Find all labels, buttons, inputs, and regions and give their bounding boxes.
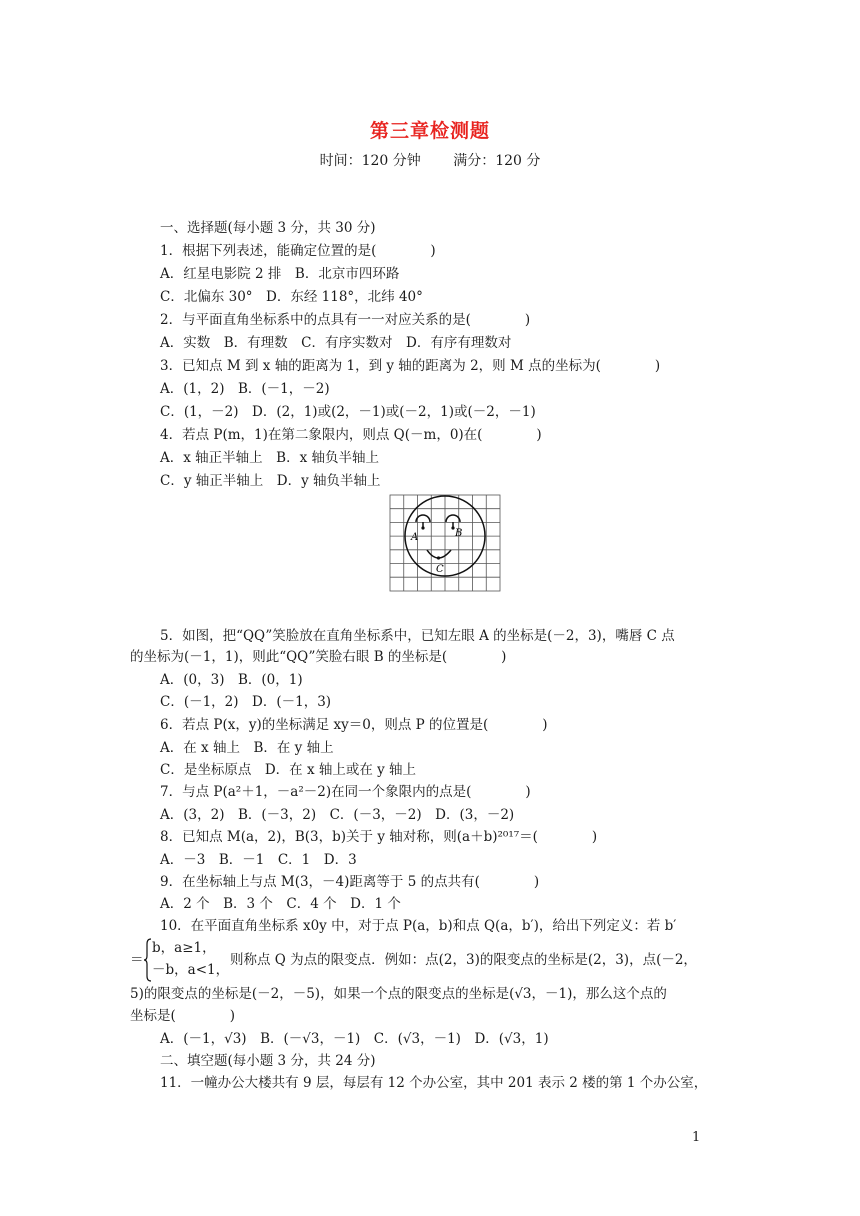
text-line: 9．在坐标轴上与点 M(3，－4)距离等于 5 的点共有( ) (160, 874, 540, 890)
text-line: 3．已知点 M 到 x 轴的距离为 1，到 y 轴的距离为 2，则 M 点的坐标为( ) (160, 358, 661, 374)
text-line: A．(0，3) B．(0，1) (160, 672, 303, 688)
text-line: 6．若点 P(x，y)的坐标满足 xy＝0，则点 P 的位置是( ) (160, 717, 548, 733)
eq-sign: ＝ (130, 952, 144, 968)
text-line: 4．若点 P(m，1)在第二象限内，则点 Q(－m，0)在( ) (160, 427, 542, 443)
time-limit: 时间：120 分钟 (319, 153, 421, 169)
text-line: A．(－1，√3) B．(－√3，－1) C．(√3，－1) D．(√3，1) (160, 1031, 549, 1047)
page-title: 第三章检测题 (369, 120, 490, 142)
text-line: 5．如图，把“QQ”笑脸放在直角坐标系中，已知左眼 A 的坐标是(－2，3)，嘴唇 C 点 (160, 628, 675, 644)
text-line: A．实数 B．有理数 C．有序实数对 D．有序有理数对 (160, 335, 512, 351)
full-score: 满分：120 分 (453, 153, 541, 169)
text-line: A．2 个 B．3 个 C．4 个 D．1 个 (160, 896, 401, 912)
piecewise-top: b，a≥1， (152, 940, 216, 956)
page-number: 1 (692, 1130, 701, 1145)
qq-face-figure (389, 494, 501, 594)
text-line: 坐标是( ) (130, 1008, 236, 1024)
text-line: 5)的限变点的坐标是(－2，－5)，如果一个点的限变点的坐标是(√3，－1)，那么这个点的 (130, 986, 667, 1002)
text-line: 的坐标为(－1，1)，则此“QQ”笑脸右眼 B 的坐标是( ) (130, 649, 507, 665)
text-line: C．(－1，2) D．(－1，3) (160, 694, 332, 710)
text-line: A．(1，2) B．(－1，－2) (160, 381, 330, 397)
label-a: A (411, 532, 419, 543)
label-c: C (436, 564, 444, 575)
text-line: 则称点 Q 为点的限变点．例如：点(2，3)的限变点的坐标是(2，3)，点(－2， (230, 952, 697, 968)
text-line: C．(1，－2) D．(2，1)或(2，－1)或(－2，1)或(－2，－1) (160, 404, 536, 420)
section-heading: 一、选择题(每小题 3 分，共 30 分) (160, 220, 376, 236)
section-heading: 二、填空题(每小题 3 分，共 24 分) (160, 1053, 376, 1069)
left-brace-icon (144, 938, 152, 982)
text-line: 2．与平面直角坐标系中的点具有一一对应关系的是( ) (160, 312, 531, 328)
text-line: A．在 x 轴上 B．在 y 轴上 (160, 740, 334, 756)
label-b: B (455, 528, 463, 539)
text-line: C．北偏东 30° D．东经 118°，北纬 40° (160, 289, 423, 305)
text-line: C．是坐标原点 D．在 x 轴上或在 y 轴上 (160, 762, 417, 778)
text-line: 10．在平面直角坐标系 x0y 中，对于点 P(a，b)和点 Q(a，b′)，给出下列定义：若 b′ (160, 918, 677, 934)
text-line: 1．根据下列表述，能确定位置的是( ) (160, 243, 436, 259)
text-line: A．－3 B．－1 C．1 D．3 (160, 852, 357, 868)
text-line: 11．一幢办公大楼共有 9 层，每层有 12 个办公室，其中 201 表示 2 楼的第 1 个办公室， (160, 1075, 708, 1091)
piecewise-bottom: －b，a<1， (152, 962, 230, 978)
text-line: A．x 轴正半轴上 B．x 轴负半轴上 (160, 450, 379, 466)
text-line: C．y 轴正半轴上 D．y 轴负半轴上 (160, 473, 381, 489)
exam-meta (0, 150, 860, 170)
text-line: A．(3，2) B．(－3，2) C．(－3，－2) D．(3，－2) (160, 807, 515, 823)
text-line: A．红星电影院 2 排 B．北京市四环路 (160, 266, 400, 282)
text-line: 8．已知点 M(a，2)，B(3，b)关于 y 轴对称，则(a＋b)²⁰¹⁷＝( ) (160, 829, 598, 845)
text-line: 7．与点 P(a²＋1，－a²－2)在同一个象限内的点是( ) (160, 784, 531, 800)
